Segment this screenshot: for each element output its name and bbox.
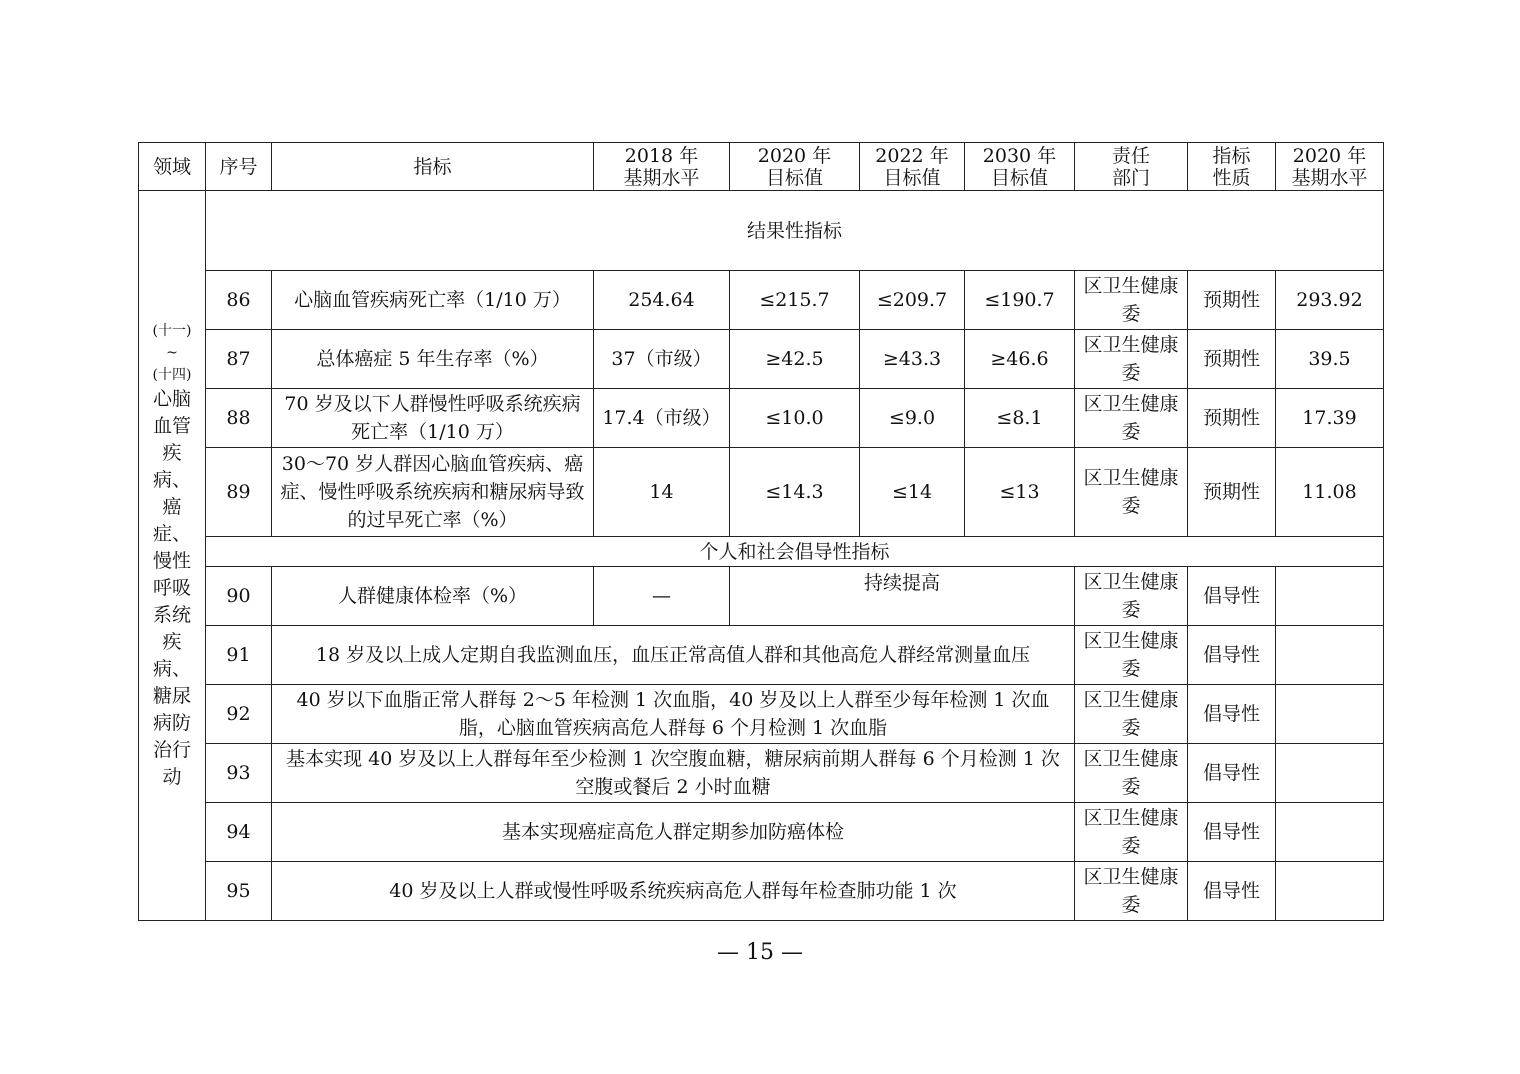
- row-target2030: ≤190.7: [965, 271, 1075, 330]
- row-base2020: [1276, 862, 1384, 921]
- row-base2020: 293.92: [1276, 271, 1384, 330]
- row-indicator: 基本实现癌症高危人群定期参加防癌体检: [272, 803, 1075, 862]
- row-indicator: 心脑血管疾病死亡率（1/10 万）: [272, 271, 594, 330]
- row-target-merged: 持续提高: [730, 567, 1075, 626]
- row-base2018: 37（市级）: [594, 330, 730, 389]
- table-row: [139, 330, 1384, 389]
- row-target2022: ≤209.7: [860, 271, 965, 330]
- row-base2020: 17.39: [1276, 389, 1384, 448]
- row-indicator: 30～70 岁人群因心脑血管疾病、癌症、慢性呼吸系统疾病和糖尿病导致的过早死亡率（%）: [272, 448, 594, 537]
- row-nature: 预期性: [1188, 448, 1276, 537]
- row-target2030: ≤8.1: [965, 389, 1075, 448]
- row-base2018: 14: [594, 448, 730, 537]
- section-outcome-title: 结果性指标: [206, 191, 1384, 271]
- header-nature: 指标 性质: [1188, 143, 1276, 191]
- row-indicator: 40 岁及以上人群或慢性呼吸系统疾病高危人群每年检查肺功能 1 次: [272, 862, 1075, 921]
- row-target2022: ≤9.0: [860, 389, 965, 448]
- row-dept: 区卫生健康委: [1075, 448, 1188, 537]
- row-indicator: 人群健康体检率（%）: [272, 567, 594, 626]
- row-no: 89: [206, 448, 272, 537]
- page-number: — 15 —: [717, 940, 803, 965]
- row-dept: 区卫生健康委: [1075, 389, 1188, 448]
- table-row: [139, 862, 1384, 921]
- row-no: 92: [206, 685, 272, 744]
- row-target2020: ≤14.3: [730, 448, 860, 537]
- table-row: [139, 626, 1384, 685]
- row-dept: 区卫生健康委: [1075, 803, 1188, 862]
- table-row: [139, 567, 1384, 626]
- header-domain: 领域: [139, 143, 206, 191]
- row-base2020: [1276, 685, 1384, 744]
- row-target2020: ≤10.0: [730, 389, 860, 448]
- row-indicator: 40 岁以下血脂正常人群每 2～5 年检测 1 次血脂，40 岁及以上人群至少每年检测 1 次血脂，心脑血管疾病高危人群每 6 个月检测 1 次血脂: [272, 685, 1075, 744]
- table-row: [139, 271, 1384, 330]
- row-base2018: 254.64: [594, 271, 730, 330]
- row-base2020: [1276, 626, 1384, 685]
- row-nature: 预期性: [1188, 389, 1276, 448]
- row-nature: 倡导性: [1188, 803, 1276, 862]
- header-no: 序号: [206, 143, 272, 191]
- row-indicator: 18 岁及以上成人定期自我监测血压，血压正常高值人群和其他高危人群经常测量血压: [272, 626, 1075, 685]
- table-row: [139, 448, 1384, 537]
- header-dept: 责任 部门: [1075, 143, 1188, 191]
- header-base2018: 2018 年 基期水平: [594, 143, 730, 191]
- row-target2030: ≤13: [965, 448, 1075, 537]
- row-target2022: ≤14: [860, 448, 965, 537]
- row-nature: 预期性: [1188, 271, 1276, 330]
- row-no: 90: [206, 567, 272, 626]
- row-nature: 倡导性: [1188, 744, 1276, 803]
- header-target2030: 2030 年 目标值: [965, 143, 1075, 191]
- row-dept: 区卫生健康委: [1075, 685, 1188, 744]
- header-row: [139, 143, 1384, 191]
- header-target2020: 2020 年 目标值: [730, 143, 860, 191]
- header-target2022: 2022 年 目标值: [860, 143, 965, 191]
- row-indicator: 70 岁及以下人群慢性呼吸系统疾病死亡率（1/10 万）: [272, 389, 594, 448]
- row-base2018: —: [594, 567, 730, 626]
- header-indicator: 指标: [272, 143, 594, 191]
- row-nature: 倡导性: [1188, 626, 1276, 685]
- domain-cell: [139, 191, 206, 921]
- row-no: 91: [206, 626, 272, 685]
- row-nature: 倡导性: [1188, 685, 1276, 744]
- row-dept: 区卫生健康委: [1075, 567, 1188, 626]
- row-no: 95: [206, 862, 272, 921]
- row-no: 86: [206, 271, 272, 330]
- row-no: 87: [206, 330, 272, 389]
- row-nature: 倡导性: [1188, 567, 1276, 626]
- row-base2020: 11.08: [1276, 448, 1384, 537]
- row-base2020: [1276, 567, 1384, 626]
- row-base2020: [1276, 803, 1384, 862]
- row-indicator: 基本实现 40 岁及以上人群每年至少检测 1 次空腹血糖，糖尿病前期人群每 6 个月检测 1 次空腹或餐后 2 小时血糖: [272, 744, 1075, 803]
- row-indicator: 总体癌症 5 年生存率（%）: [272, 330, 594, 389]
- row-target2020: ≥42.5: [730, 330, 860, 389]
- section-row-advocacy: [139, 537, 1384, 567]
- row-base2020: 39.5: [1276, 330, 1384, 389]
- header-base2020: 2020 年 基期水平: [1276, 143, 1384, 191]
- row-nature: 预期性: [1188, 330, 1276, 389]
- domain-range-start: (十一): [152, 323, 192, 339]
- table-row: [139, 803, 1384, 862]
- row-no: 88: [206, 389, 272, 448]
- row-target2030: ≥46.6: [965, 330, 1075, 389]
- section-row-outcome: [139, 191, 1384, 271]
- section-advocacy-title: 个人和社会倡导性指标: [206, 537, 1384, 567]
- row-no: 94: [206, 803, 272, 862]
- row-base2018: 17.4（市级）: [594, 389, 730, 448]
- row-dept: 区卫生健康委: [1075, 330, 1188, 389]
- indicator-table: [138, 142, 1384, 921]
- row-dept: 区卫生健康委: [1075, 744, 1188, 803]
- row-dept: 区卫生健康委: [1075, 862, 1188, 921]
- row-nature: 倡导性: [1188, 862, 1276, 921]
- row-target2020: ≤215.7: [730, 271, 860, 330]
- row-dept: 区卫生健康委: [1075, 271, 1188, 330]
- row-target2022: ≥43.3: [860, 330, 965, 389]
- row-dept: 区卫生健康委: [1075, 626, 1188, 685]
- table-row: [139, 685, 1384, 744]
- domain-text: 心脑血管疾病、癌症、慢性呼吸系统疾病、糖尿病防治行动: [152, 388, 191, 788]
- row-no: 93: [206, 744, 272, 803]
- table-row: [139, 389, 1384, 448]
- row-base2020: [1276, 744, 1384, 803]
- table-row: [139, 744, 1384, 803]
- domain-range-end: (十四): [152, 367, 192, 383]
- domain-range-tilde: ~: [166, 345, 178, 361]
